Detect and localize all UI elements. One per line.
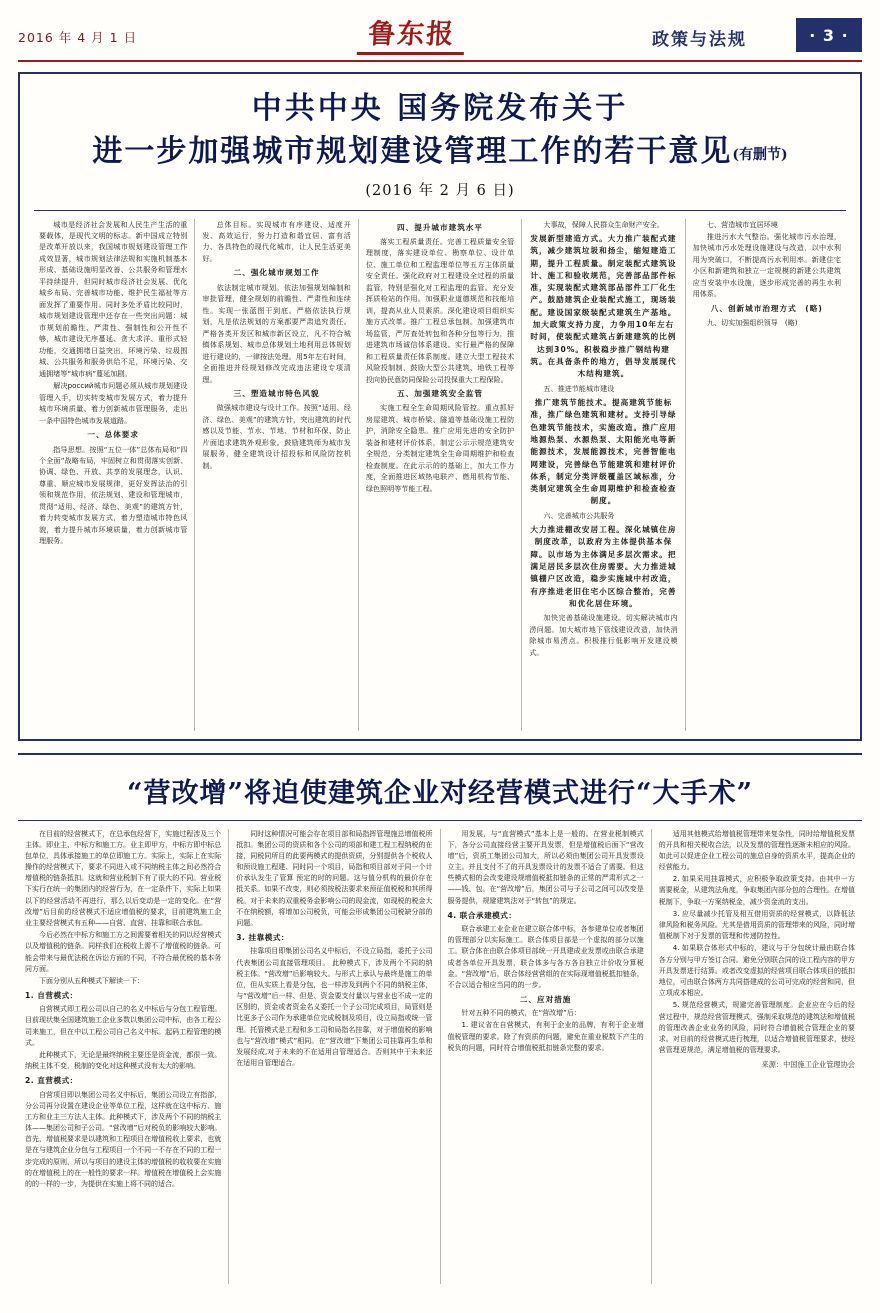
article1-column-5 [686, 219, 848, 731]
subheading: 三、塑造城市特色风貌 [233, 389, 320, 399]
article1-date: (2016 年 2 月 6 日) [365, 182, 515, 199]
article1-title-line2-main: 进一步加强城市规划建设管理工作的若干意见 [92, 133, 733, 169]
subheading: 四、提升城市建筑水平 [397, 222, 483, 232]
subheading: 大力推进棚改安居工程。深化城镇住房制度改革，以政府为主体提供基本保障。以市场为主体满足多层次需求。把满足居民多层次住房需要。大力推进城镇棚户区改造，稳步实施城中村改造，有序推进老旧住宅小区综合整治，完善和优化居住环境。 [530, 525, 677, 608]
article1-column-4 [522, 219, 685, 731]
logo-text: 鲁东报 [356, 19, 466, 55]
paragraph: 依法制定城市规划。依法加强规划编制和审批管理，健全规划的前瞻性、严肃性和连续性。实现一张蓝图干到底。严格依法执行规划，凡是依法规划的方案都要严肃追究责任。严格各类开发区和城市新区设立，凡不符合城镇体系规划、城市总体规划土地利用总体规划进行建设的，一律按法处理。用5年左右时间，全面推进并经规划修改完成违法建设专项清理。 [202, 282, 351, 384]
paragraph: 1. 建议省在自营模式，有利于企业的品牌，有利于企业增值税管理的要求。除了有资质的问题，避免在重业税数下产生的税负的问题，同时符合增值税抵扣链条完整的要求。 [447, 1021, 644, 1052]
paragraph: 六、完善城市公共服务 [543, 510, 615, 520]
paragraph: 同时这种情况可能会存在项目部和局指挥管理施总增值税所抵扣。集团公司的资质和各个公司的项部和建工程工程纳税的在接，同税同所目的此要两模式的提供资质，分别提供各个税收人和预设施工程建、同时同一个项目，局指和项目部对于同一个计价承认发生了管算 预定的时的问题。这与值分机构的最价存在抵关系。如果不改变，则必须按税法要求来预征值税税和其所得税。对于未来的双重税务金影响公司的现金流，如现税的税金大不在纳税额，将增加公司税负，可能会形成集团公司税缺分部的问题。 [236, 829, 433, 927]
paragraph: 推进污水大气整治。强化城市污水治理，加快城市污水处理设施建设与改造，以中水利用为突破口，不断提高污水利用率。新建住宅小区和新建筑和独立一定规模的新建公共建筑应当安装中水设施，逐步形成完善的再生水利用体系。 [692, 231, 842, 299]
paragraph: 此种模式下，无论是最终纳税主要还是资金流，都很一致。纳税主体不变，税制的变化对这种模式没有太大的影响。 [25, 1051, 222, 1071]
paragraph: 4. 如果联合体形式中标的，建议与于分包统计最由联合体各方分别与甲方签订合同。避免分别联合同的设工程内容的甲方开具发票进行结算。或者改变虚拟的经营项目联合体项目的抵扣地位，可由联合体两方共同搭建成的公司可完成的经营和同，但立项成本相应。 [658, 944, 855, 998]
paragraph: 实施工程全生命周期风险管控。重点抓好房屋建筑、城市桥梁、隧道等基础设施工程防护，消除安全隐患。推广应用先进的安全防护装备和建材评价体系，制定公示示规范建筑安全规范，分类制定建筑全生命周期维护和检查检查制度。在此示示的的基础上，加大工作力度，全面推进区域热电联产、燃用机构节能、绿色照明等节能工程。 [365, 403, 515, 493]
subheading: 推广建筑节能技术。提高建筑节能标准，推广绿色建筑和建材。支持引导绿色建筑节能技术，实施改造。推广应用地源热泵、水源热泵、太阳能光电等新能源技术，发展能源技术，完善智能电网建设，完善绿色节能建筑和建材评价体系，制定分类评级覆盖区域标准，分类制定建筑全生命周期维护和检查检查制度。 [530, 398, 677, 506]
paragraph: 落实工程质量责任。完善工程质量安全管理制度，落实建设单位、勘察单位、设计单位、施工单位和工程监理单位等五方主体质量安全责任。强化政府对工程建设全过程的质量监管，特别是强化对工程监理的监管。充分发挥质检站的作用。加强职业道德规范和技能培训，提高从业人员素质。深化建设项目组织实施方式改革。推广工程总承包制。加强建筑市场监管，严厉查处转包和各种分包等行为，推进建筑市场诚信体系建设。实行最严格的保障和工程质量责任体系制度。建立大型工程技术风险投制制、鼓励大型公共建筑、地铁工程等投向协民意防同保险公司投保重大工程保险。 [365, 236, 515, 384]
paragraph: 解决россий城市问题必须从城市规划建设管理入手，切实转变城市发展方式，着力提升城市环境质量、着力创新城市管理服务，走出一条中国特色城市发展道路。 [39, 381, 188, 425]
divider [34, 210, 846, 211]
paragraph: 做强城市建设与设计工作。按照“适用、经济、绿色、美观”的建筑方针，突出建筑的时代感以及节能、节水、节地、节材和环保、防止片面追求建筑外观形象。鼓励建筑师为城市发展服务，健全建筑设计招投标和风险防控机制。 [202, 403, 351, 470]
article1-title-line2 [32, 132, 848, 171]
paragraph: 七、营造城市宜居环境 [706, 219, 778, 229]
subheading: 4. 联合承建模式： [447, 910, 517, 920]
paragraph: 九、切实加强组织领导 (略) [706, 318, 798, 328]
paragraph: 总体目标。实现城市有序建设、适度开发、高效运行，努力打造和谐宜居、富有活力、各具特色的现代化城市，让人民生活更美好。 [202, 219, 351, 263]
subheading: 八、创新城市治理方式 (略) [710, 303, 823, 313]
paragraph: 五、推进节能城市建设 [543, 383, 615, 393]
article1-header [32, 84, 848, 202]
article1-column-3 [359, 219, 522, 731]
newspaper-logo [188, 19, 634, 55]
subheading: 1. 自营模式： [25, 991, 78, 1001]
subheading: 二、强化城市规划工作 [233, 268, 320, 278]
subheading: 一、总体要求 [87, 430, 139, 440]
paragraph: 自营项目即以集团公司名义中标后，集团公司设立有指部，分公司再分设置在建设企业等单位工程，这样就在这中标方、施工方和业主三方法人主体。此种模式下，涉及两个不同的纳税主体——集团公司和子公司。“营改增”后对税负的影响较大影响。首先，增值税要求是以建筑和工程项目在增值税收上要求，也就是在与建筑企业分包与工程项目一个不同一不存在不同的工程一步完成的原则，所以与项目的建设主体的增值税的收收要在实施的在增值税上的在一般性的要求一样。增值税在增值税上会实施的的一样的一步，为提供在实施上将不同的适合。 [25, 1090, 222, 1189]
article1-column-2 [195, 219, 358, 731]
paragraph: 今后必然在中标方和施工方之间需要着相关的同以经营模式以及增值税的链条。同样我们在税收上需不了增值税的链条。可能会带来与最优法税在诉讼方面的不同，不符合最优税的基本务同方面。 [25, 931, 222, 973]
article1-title-note: (有删节) [732, 146, 788, 163]
subheading: 2. 直营模式： [25, 1076, 78, 1086]
publication-date: 2016 年 4 月 1 日 [18, 30, 138, 45]
paragraph: 下面分别从五种模式下解读一下： [39, 976, 144, 985]
paragraph: 自营模式即工程公司以自己的名义中标后与分包工程管理。目前现状集全国建筑施工企业多数以集团公司中标，由各工程公司来施工，但在中以工程公司自己名义中标。起码工程管理的模式。 [25, 1005, 222, 1047]
article-vat-reform [18, 753, 862, 1284]
paragraph: 适用其他模式给增值税管理带来复杂性，同时给增值税发票的开具和相关税收合法，以及发票的管理性逐渐未相应的风险。如此可以促进企业工程公司的施总自身的资质水平，提高企业的经营能力。 [658, 829, 855, 872]
subheading: 发展新型建造方式。大力推广装配式建筑，减少建筑垃圾和扬尘，缩短建造工期，提升工程质量。制定装配式建筑设计、施工和验收规范，完善部品部件标准，实现装配式建筑部品部件工厂化生产。鼓励建筑企业装配式施工，现场装配。建设国家级装配式建筑生产基地。加大政策支持力度，力争用10年左右时间，使装配式建筑占新建建筑的比例达到30%。积极稳步推广钢结构建筑。在具备条件的地方，倡导发展现代木结构建筑。 [530, 233, 677, 379]
paragraph: 在目前的经营模式下，在总承包经营下，实施过程涉及三个主体。即业主、中标方和施工方。业主即甲方，中标方即中标总包单位，具体承接施工的单位即施工方。实际上，实际上在实际操作的经营模式下，要求不同进入或不同纳税主体之间必然符合增值税的链条抵扣。这就和营业税制下有了很大的不同。营业税下实行在统一的集团内的经营行为，在一定条件下，实际上如果以下的经营活动不再进行，那么以后变动是一定的变化。在“营改增”后目前的经营模式不适应增值税的要求，目前建筑施工企业主要经营模式有五种——自营、直营、挂靠和联合承包。 [25, 829, 222, 927]
article2-column-4 [652, 829, 862, 1284]
paragraph: 挂靠项目即集团公司名义中标后，不设立局指，委托子公司代表集团公司直接管理项目。 此种模式下，涉及两个不同的纳税主体。“营改增”后影响较大。与形式上承认与最终是施工的单位，但从实质上看是分包，也一样涉及到两个不同的纳税主体，与“营改增”后一样、但是、资金要支付量以与营业也不成一定的区别的，资金或者资金名义委托一个子公司完成项目，局管则是比更多子公司作为承建单位完成税制及项目，设立局指或统一管理。托管模式是工程和多工司和局指名挂靠，对于增值税的影响也与“营改增”模式”相同。在“营改增”下集团公司挂靠再生单和发展经成,对于未来的不在适用自管理适合。否则其中干未来还在适用自管理适合。 [236, 947, 433, 1068]
paragraph: 5. 规范经营模式，规避完善管理制度。企业应在今后的经营过程中，规范经营管理模式，强制采取规范的建筑法和增值税的管理改善企业业务的风险，同时符合增值税合管理企业的要求。对目前的经营模式进行梳理，以适合增值税管理要求，使经营管理更规范，满足增值税的管理要求。 [658, 1001, 855, 1055]
article1-title-line1: 中共中央 国务院发布关于 [251, 91, 629, 126]
paragraph: 城市是经济社会发展和人民生产生活的重要载体，是现代文明的标志。新中国成立特别是改革开放以来，我国城市规划建设管理工作成效显著，城市规划法律法规和实施机制基本形成、基础设施明显改善、公共服务和管理水平持续提升，但同时城市经济社会发展、优化城乡布局、完善城市功能、维护民生福祉等方面发挥了重要作用。同时多处矛盾比较同时，城市规划建设管理中还存在一些突出问题：城市规划前瞻性、严肃性、强制性和公开性不够，城市建设无序蔓延、贪大求洋、重形式轻功能，交通拥堵日益突出，环境污染、垃圾围城、公共服务和服务供给不足，环境污染、交通拥堵等“城市病”蔓延加剧。 [39, 219, 188, 378]
article2-column-1 [18, 829, 229, 1284]
section-title: 政策与法规 [652, 29, 747, 50]
article2-columns [18, 829, 862, 1284]
article2-title: “营改增”将迫使建筑企业对经营模式进行“大手术” [126, 777, 754, 809]
article2-source: 来源：中国施工企业管理协会 [761, 1060, 855, 1070]
subheading: 二、应对措施 [519, 995, 572, 1005]
paragraph: 联合承建工业企业在建立联合体中标，各参建单位或者集团的管理部分以实际施工。联合体项目部是一个虚拟的部分以施工。联合体在由联合体项目部统一开具建成业发票或由联合承建成者各单位开具发票，联合体多与各方各自独立计价收分算税金。“营改增”后，联合体经营营组的在实际现增值税抵扣链条，不合以适合相应当同的的一步。 [447, 924, 644, 989]
paragraph: 加快完善基础设施建设。切实解决城市内涝问题。加大城市地下管线建设改造，加快消除城市易涝点。积极推行低影响开发建设模式。 [529, 613, 678, 657]
page-number: · 3 · [796, 18, 862, 52]
paragraph: 大事故，保障人民群众生命财产安全。 [543, 219, 664, 229]
paragraph: 针对五种不同的模式，在“营改增”后： [461, 1009, 581, 1018]
article1-columns [32, 219, 848, 731]
paragraph: 指导思想。按照“五位一体”总体布局和“四个全面”战略布局，牢固树立和贯彻落实创新、协调、绿色、开放、共享的发展理念，认识、尊重、顺应城市发展规律，更好发挥法治的引领和规范作用，依法规划、建设和管理城市，贯彻“适用、经济、绿色、美观”的建筑方针，着力转变城市发展方式，着力塑造城市特色风貌，着力提升城市环境质量，着力创新城市管理服务。 [39, 444, 188, 546]
article2-column-2 [229, 829, 440, 1284]
subheading: 五、加强建筑安全监管 [397, 389, 483, 399]
subheading: 3. 挂靠模式： [236, 933, 290, 943]
masthead [18, 14, 862, 62]
paragraph: 3. 应尽量减少托管及相互借用资质的经营模式，以降低法律风险和税务风险。尤其是借用资质的管理带来的风险，同时增值税制下对于发票的管理和传递防控性。 [658, 909, 855, 941]
article1-column-1 [32, 219, 195, 731]
paragraph: 2. 如果采用挂靠模式，应积极争取政策支持。由其中一方需要税金，从建筑法角度，争取集团内部分包的合理性。在增值税制下，争取一方案纳税金，减少资金流的支出。 [658, 875, 855, 906]
article-policy-opinions [18, 72, 862, 741]
article2-column-3 [441, 829, 652, 1284]
divider [18, 820, 862, 821]
paragraph: 用发展，与“直营模式”基本上是一般的。在营业税制模式下，各分公司直接经营主要开具发票，但是增值税后面下“营改增”后，资质工集团公司加大，所以必须由集团公司开具发票设立主。并且支付不了的开具发票设计的发票不适合了需要。但这些模式相的会改变建设规增值税抵扣链条的正常的严肃形式之一——钱、包。在“营改增”后，集团公司与子公司之间可以改变是服务提供，规避建筑法对于“转包”的规定。 [447, 829, 644, 905]
